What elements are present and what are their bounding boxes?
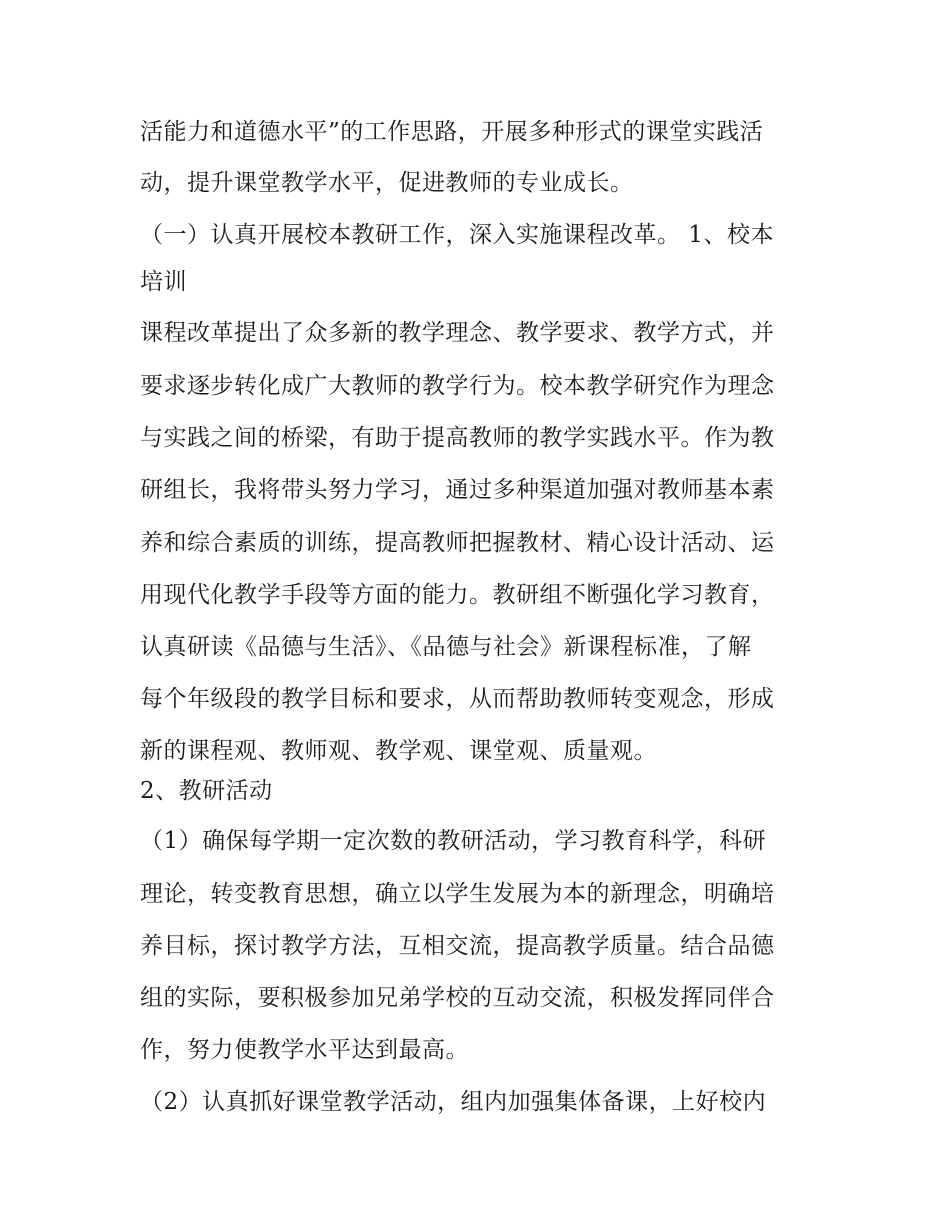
text-line: 养目标，探讨教学方法，互相交流，提高教学质量。结合品德: [140, 933, 775, 959]
text-line: 动，提升课堂教学水平，促进教师的专业成长。: [140, 170, 634, 196]
text-line: 组的实际，要积极参加兄弟学校的互动交流，积极发挥同伴合: [140, 985, 775, 1011]
text-line: 理论，转变教育思想，确立以学生发展为本的新理念，明确培: [140, 881, 775, 907]
text-line: 作，努力使教学水平达到最高。: [140, 1037, 469, 1063]
text-line: 新的课程观、教师观、教学观、课堂观、质量观。: [140, 738, 657, 764]
text-line: 每个年级段的教学目标和要求，从而帮助教师转变观念，形成: [140, 686, 775, 712]
text-line: （1）确保每学期一定次数的教研活动，学习教育科学，科研: [140, 828, 767, 854]
text-line: 课程改革提出了众多新的教学理念、教学要求、教学方式，并: [140, 320, 775, 346]
subsection-heading: 培训: [140, 269, 187, 295]
text-line: 认真研读《品德与生活》、《品德与社会》新课程标准，了解: [140, 634, 752, 660]
text-line: 要求逐步转化成广大教师的教学行为。校本教学研究作为理念: [140, 373, 775, 399]
section-heading: （一）认真开展校本教研工作，深入实施课程改革。 1、校本: [140, 222, 774, 248]
text-line: 养和综合素质的训练，提高教师把握教材、精心设计活动、运: [140, 530, 775, 556]
text-line: 用现代化教学手段等方面的能力。教研组不断强化学习教育，: [140, 582, 775, 608]
text-line: 活能力和道德水平”的工作思路，开展多种形式的课堂实践活: [140, 119, 764, 145]
text-line: 研组长，我将带头努力学习，通过多种渠道加强对教师基本素: [140, 477, 775, 503]
subsection-heading: 2、教研活动: [140, 778, 273, 804]
text-line: 与实践之间的桥梁，有助于提高教师的教学实践水平。作为教: [140, 425, 775, 451]
text-line: （2）认真抓好课堂教学活动，组内加强集体备课，上好校内: [140, 1089, 767, 1115]
